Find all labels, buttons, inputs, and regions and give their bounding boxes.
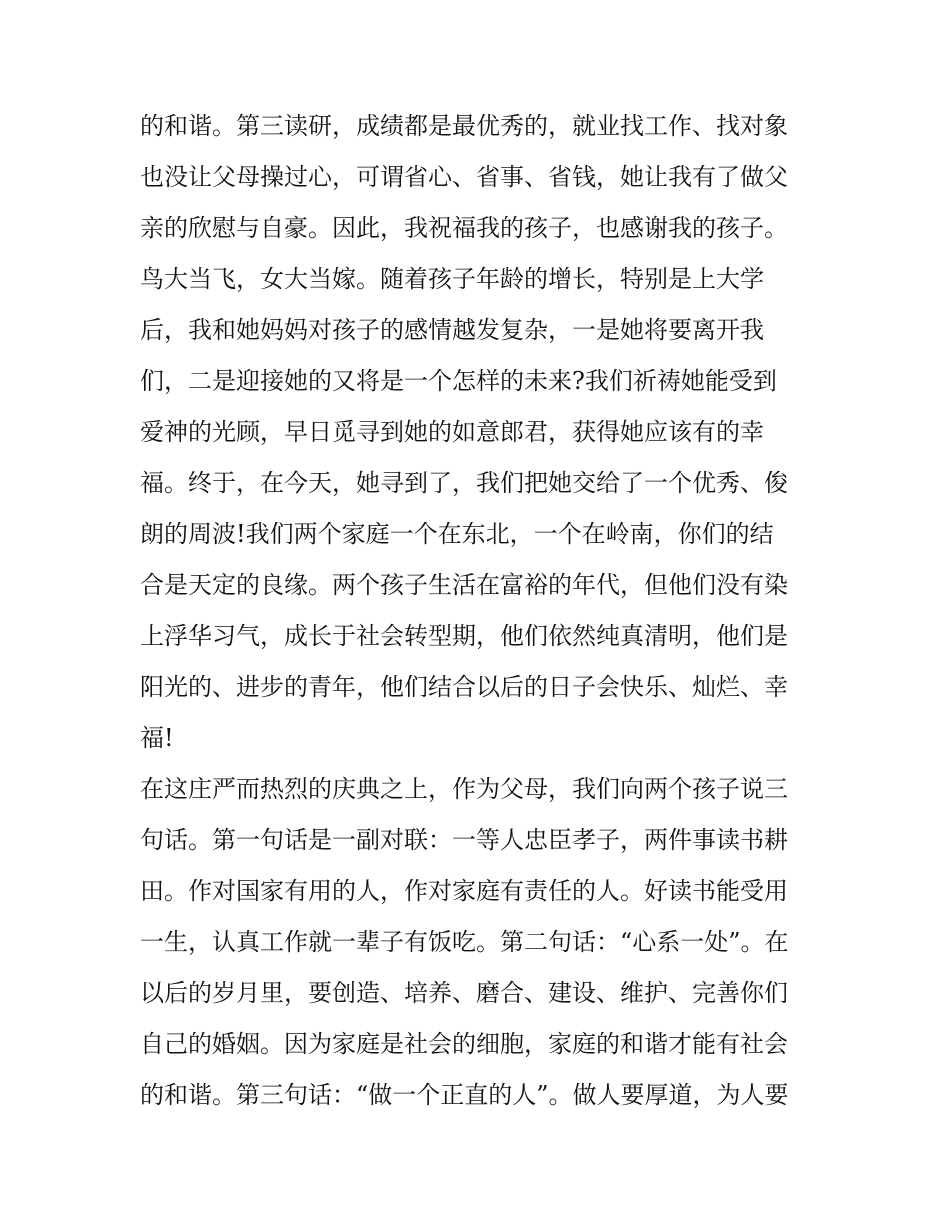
text-line: 后，我和她妈妈对孩子的感情越发复杂，一是她将要离开我 [140, 316, 764, 344]
text-line: 福! [140, 724, 174, 752]
text-line: 亲的欣慰与自豪。因此，我祝福我的孩子，也感谢我的孩子。 [140, 214, 788, 242]
text-line: 鸟大当飞，女大当嫁。随着孩子年龄的增长，特别是上大学 [140, 265, 764, 293]
body-text [140, 101, 820, 1121]
text-line: 阳光的、进步的青年，他们结合以后的日子会快乐、灿烂、幸 [140, 673, 788, 701]
text-line: 上浮华习气，成长于社会转型期，他们依然纯真清明，他们是 [140, 622, 788, 650]
text-line: 也没让父母操过心，可谓省心、省事、省钱，她让我有了做父 [140, 163, 788, 191]
text-line: 福。终于，在今天，她寻到了，我们把她交给了一个优秀、俊 [140, 469, 788, 497]
text-line: 们，二是迎接她的又将是一个怎样的未来?我们祈祷她能受到 [140, 367, 777, 395]
text-line: 的和谐。第三读研，成绩都是最优秀的，就业找工作、找对象 [140, 112, 788, 140]
text-line: 爱神的光顾，早日觅寻到她的如意郎君，获得她应该有的幸 [140, 418, 764, 446]
text-line: 自己的婚姻。因为家庭是社会的细胞，家庭的和谐才能有社会 [140, 1030, 788, 1058]
text-line: 的和谐。第三句话：“做一个正直的人”。做人要厚道，为人要 [140, 1081, 789, 1109]
text-line: 朗的周波!我们两个家庭一个在东北，一个在岭南，你们的结 [140, 520, 774, 548]
text-line: 在这庄严而热烈的庆典之上，作为父母，我们向两个孩子说三 [140, 775, 788, 803]
text-line: 田。作对国家有用的人，作对家庭有责任的人。好读书能受用 [140, 877, 788, 905]
text-line: 一生，认真工作就一辈子有饭吃。第二句话：“心系一处”。在 [140, 928, 789, 956]
text-line: 以后的岁月里，要创造、培养、磨合、建设、维护、完善你们 [140, 979, 788, 1007]
text-line: 合是天定的良缘。两个孩子生活在富裕的年代，但他们没有染 [140, 571, 788, 599]
text-line: 句话。第一句话是一副对联：一等人忠臣孝子，两件事读书耕 [140, 826, 788, 854]
